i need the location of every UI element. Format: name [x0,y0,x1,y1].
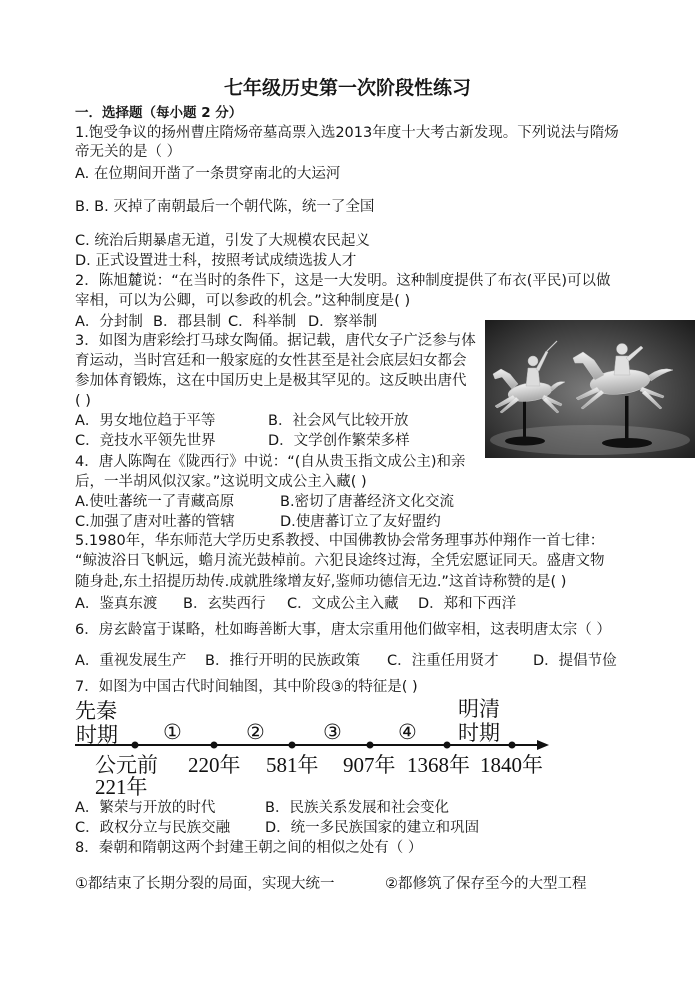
question-5-stem: 随身赴,东土招提历劫传.成就胜缘增友好,鉴师功德信无边.”这首诗称赞的是( ) [75,574,567,590]
timeline-year-label: 1840年 [480,753,543,777]
question-5-option-b: B．玄奘西行 [183,596,266,612]
question-5-option-c: C．文成公主入藏 [287,596,399,612]
question-5-option-d: D．郑和下西洋 [418,596,517,612]
question-8-stem: 8．秦朝和隋朝这两个封建王朝之间的相似之处有（ ） [75,840,423,856]
question-4-stem: 4．唐人陈陶在《陇西行》中说：“(自从贵玉指文成公主)和亲 [75,454,466,470]
polo-figurines-photo [485,320,695,458]
timeline-stage-2: ② [246,720,265,744]
question-1-option-b: B. B. 灭掉了南朝最后一个朝代陈，统一了全国 [75,199,375,215]
question-7-option-d: D．统一多民族国家的建立和巩固 [265,820,480,836]
timeline-stage-3: ③ [323,720,342,744]
question-2-option-b: B．郡县制 [153,314,221,330]
timeline-dot [367,742,374,749]
question-3-answer-blank: ( ) [75,393,91,409]
timeline-year-label: 907年 [343,753,396,777]
timeline-stage-1: ① [163,720,182,744]
question-3-option-b: B．社会风气比较开放 [268,413,409,429]
timeline-dot [132,742,139,749]
question-1-option-a: A. 在位期间开凿了一条贯穿南北的大运河 [75,166,341,182]
timeline-start-period: 先秦 [75,699,117,723]
question-6-option-b: B．推行开明的民族政策 [205,653,360,669]
question-1-option-d: D. 正式设置进士科，按照考试成绩选拔人才 [75,253,357,269]
question-5-option-a: A．鉴真东渡 [75,596,158,612]
question-3-stem: 参加体育锻炼，这在中国历史上是极其罕见的。这反映出唐代 [75,373,467,389]
question-6-option-d: D．提倡节俭 [533,653,617,669]
timeline-year-label: 221年 [95,775,148,799]
question-3-option-a: A．男女地位趋于平等 [75,413,216,429]
question-3-option-d: D．文学创作繁荣多样 [268,433,410,449]
question-4-option-d: D.使唐蕃订立了友好盟约 [280,514,441,530]
question-7-option-c: C．政权分立与民族交融 [75,820,231,836]
timeline-dot [211,742,218,749]
question-7-option-b: B．民族关系发展和社会变化 [265,800,449,816]
question-4-stem: 后，一半胡风似汉家。”这说明文成公主入藏( ) [75,474,367,490]
timeline-year-label: 1368年 [407,753,470,777]
question-1-stem: 帝无关的是（ ） [75,144,182,160]
timeline-dot [444,742,451,749]
timeline-year-label: 581年 [266,753,319,777]
polo-figurines-illustration [485,320,695,458]
question-2-option-c: C．科举制 [228,314,297,330]
question-4-option-b: B.密切了唐蕃经济文化交流 [280,494,455,510]
question-5-stem: 5.1980年，华东师范大学历史系教授、中国佛教协会常务理事苏仲翔作一首七律： [75,533,605,549]
question-4-option-c: C.加强了唐对吐蕃的管辖 [75,514,235,530]
question-3-stem: 3．如图为唐彩绘打马球女陶俑。据记载，唐代女子广泛参与体 [75,333,476,349]
question-1-stem: 1.饱受争议的扬州曹庄隋炀帝墓高票入选2013年度十大考古新发现。下列说法与隋炀 [75,125,619,141]
exam-title: 七年级历史第一次阶段性练习 [223,77,471,99]
timeline-year-label: 公元前 [95,753,158,777]
question-4-option-a: A.使吐蕃统一了青藏高原 [75,494,235,510]
question-2-stem: 2．陈旭麓说：“在当时的条件下，这是一大发明。这种制度提供了布衣(平民)可以做 [75,273,611,289]
question-6-option-a: A．重视发展生产 [75,653,187,669]
question-8-statement-2: ②都修筑了保存至今的大型工程 [385,876,587,892]
timeline-start-period: 时期 [76,723,118,747]
timeline-dot [289,742,296,749]
question-1-option-c: C. 统治后期暴虐无道，引发了大规模农民起义 [75,233,370,249]
timeline-end-period: 明清 [458,697,500,721]
question-3-option-c: C．竞技水平领先世界 [75,433,216,449]
question-8-statement-1: ①都结束了长期分裂的局面，实现大统一 [75,876,335,892]
timeline-stage-4: ④ [398,720,417,744]
question-6-stem: 6．房玄龄富于谋略，杜如晦善断大事，唐太宗重用他们做宰相，这表明唐太宗（ ） [75,622,611,638]
timeline-arrow [537,740,549,750]
question-7-option-a: A．繁荣与开放的时代 [75,800,216,816]
question-2-stem: 宰相，可以为公卿，可以参政的机会。”这种制度是( ) [75,293,411,309]
question-6-option-c: C．注重任用贤才 [387,653,499,669]
question-5-stem: “鲸波浴日飞帆远，蟾月流光鼓棹前。六犯艮途终过海，全凭宏愿证同天。盛唐文物 [75,553,605,569]
section-heading: 一．选择题（每小题 2 分） [75,105,243,121]
question-3-stem: 育运动，当时宫廷和一般家庭的女性甚至是社会底层妇女都会 [75,353,467,369]
question-7-stem: 7．如图为中国古代时间轴图，其中阶段③的特征是( ) [75,679,418,695]
timeline-dot [509,742,516,749]
timeline-end-period: 时期 [458,721,500,745]
question-2-option-d: D．察举制 [308,314,378,330]
question-2-option-a: A．分封制 [75,314,143,330]
timeline-year-label: 220年 [188,753,241,777]
